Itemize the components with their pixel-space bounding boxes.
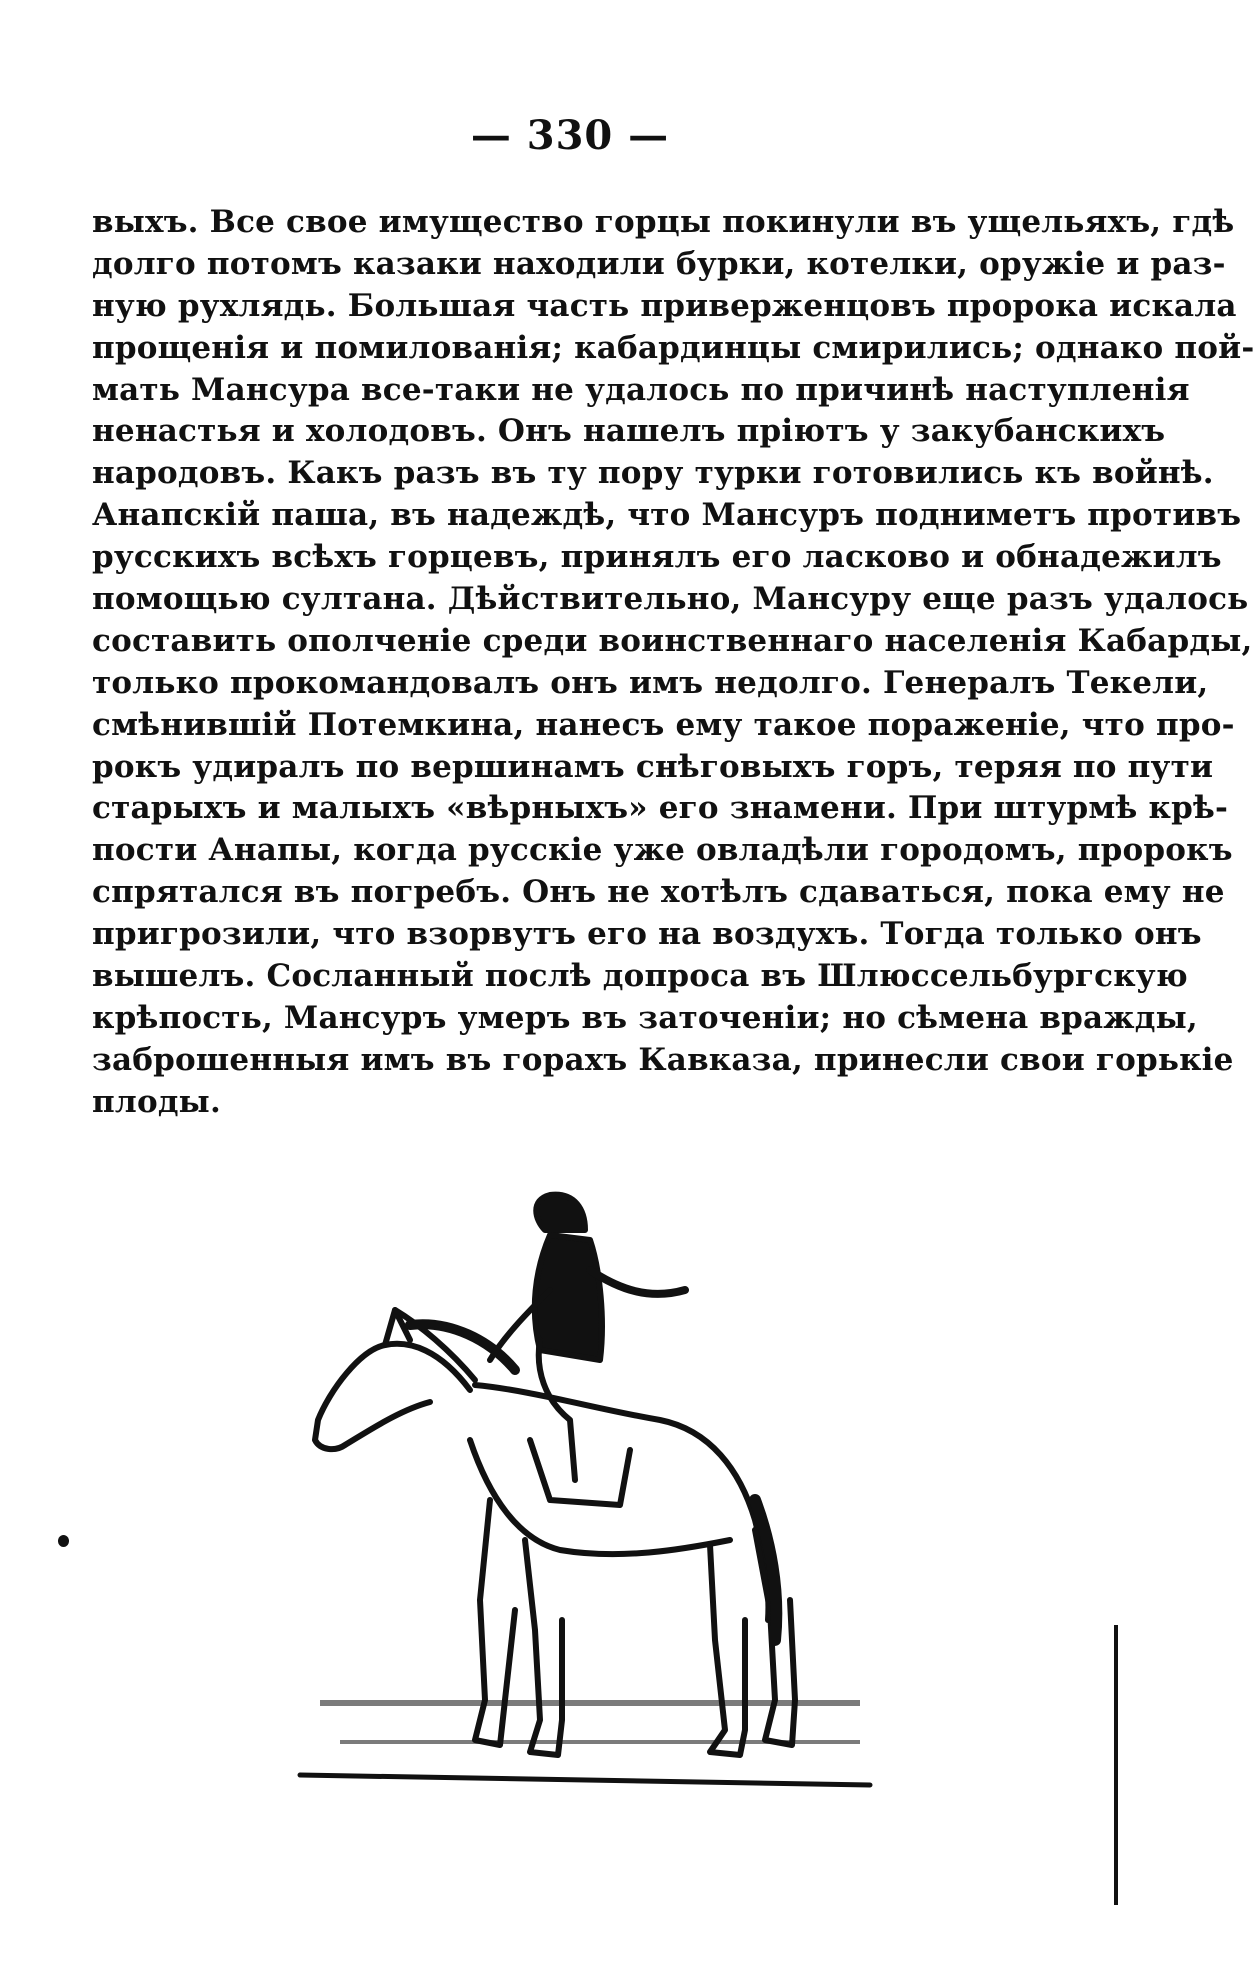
text-line: ную рухлядь. Большая часть приверженцовъ пророка искала [92,287,1237,324]
text-line: вышелъ. Сосланный послѣ допроса въ Шлюссельбургскую [92,958,1188,995]
text-line: ненастья и холодовъ. Онъ нашелъ пріютъ у закубанскихъ [92,413,1166,450]
ink-speck [58,1535,69,1547]
text-line: пригрозили, что взорвутъ его на воздухъ. Тогда только онъ [92,916,1202,953]
text-line: выхъ. Все свое имущество горцы покинули въ ущельяхъ, гдѣ [92,204,1235,240]
text-line: спрятался въ погребъ. Онъ не хотѣлъ сдаваться, пока ему не [92,874,1225,911]
text-line: долго потомъ казаки находили бурки, котелки, оружіе и раз- [92,245,1226,282]
text-line: пости Анапы, когда русскіе уже овладѣли городомъ, пророкъ [92,832,1233,869]
text-line: прощенія и помилованія; кабардинцы смирились; однако пой- [92,329,1254,366]
page-number: — 330 — [470,112,670,159]
text-line: народовъ. Какъ разъ въ ту пору турки готовились къ войнѣ. [92,455,1214,492]
margin-rule [1114,1625,1118,1905]
text-line: только прокомандовалъ онъ имъ недолго. Генералъ Текели, [92,664,1209,701]
text-line: смѣнившій Потемкина, нанесъ ему такое пораженіе, что про- [92,706,1235,743]
body-text [92,202,1254,1124]
horseman-engraving-icon [300,1140,880,1820]
text-line: Анапскій паша, въ надеждѣ, что Мансуръ подниметъ противъ [92,497,1242,534]
text-line: русскихъ всѣхъ горцевъ, принялъ его ласково и обнадежилъ [92,539,1222,576]
text-line: составить ополченіе среди воинственнаго населенія Кабарды, [92,622,1253,659]
text-line: помощью султана. Дѣйствительно, Мансуру еще разъ удалось [92,581,1249,618]
text-line: мать Мансура все-таки не удалось по причинѣ наступленія [92,371,1190,408]
text-line: старыхъ и малыхъ «вѣрныхъ» его знамени. При штурмѣ крѣ- [92,790,1229,827]
text-line: плоды. [92,1083,221,1120]
text-line: рокъ удиралъ по вершинамъ снѣговыхъ горъ, теряя по пути [92,748,1214,785]
text-line: заброшенныя имъ въ горахъ Кавказа, принесли свои горькіе [92,1041,1234,1078]
text-line: крѣпость, Мансуръ умеръ въ заточеніи; но сѣмена вражды, [92,999,1198,1036]
